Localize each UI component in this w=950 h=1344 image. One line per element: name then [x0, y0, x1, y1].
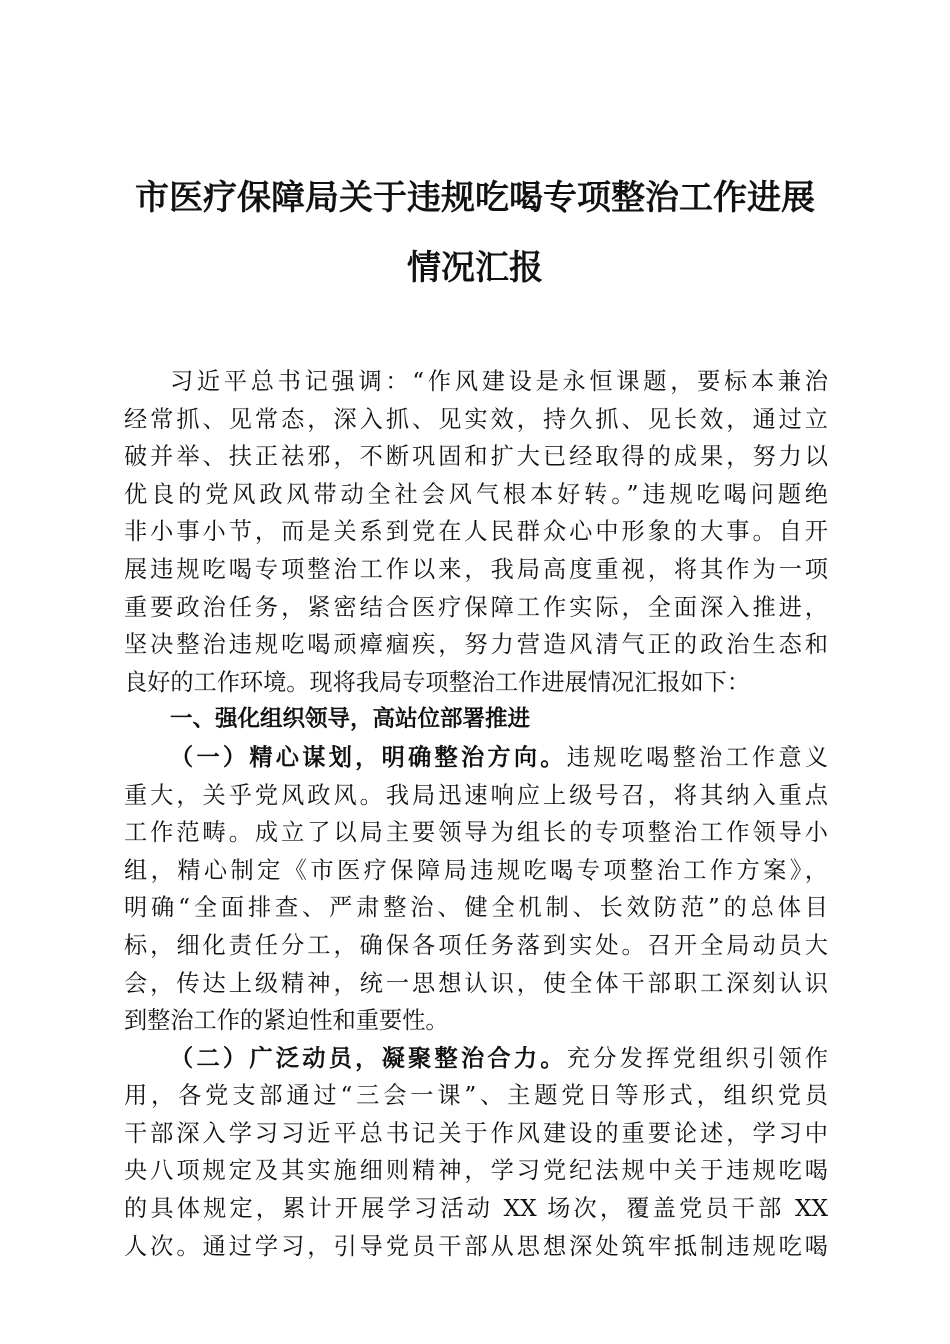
intro-line: 习近平总书记强调：“作风建设是永恒课题，要标本兼治	[170, 368, 828, 395]
intro-line: 非小事小节，而是关系到党在人民群众心中形象的大事。自开	[124, 518, 828, 546]
intro-line: 经常抓、见常态，深入抓、见实效，持久抓、见长效，通过立	[124, 405, 828, 433]
intro-line: 坚决整治违规吃喝顽瘴痼疾，努力营造风清气正的政治生态和	[124, 631, 828, 659]
document-title-line-2: 情况汇报	[407, 248, 543, 288]
subsection-2-line: 的具体规定，累计开展学习活动 XX 场次，覆盖党员干部 XX	[124, 1195, 828, 1223]
subsection-2-first-line	[124, 1040, 828, 1078]
subsection-1-line: 会，传达上级精神，统一思想认识，使全体干部职工深刻认识	[124, 969, 828, 997]
subsection-2-line: 人次。通过学习，引导党员干部从思想深处筑牢抵制违规吃喝	[124, 1232, 828, 1260]
subsection-1-first-line	[124, 739, 828, 777]
intro-line: 展违规吃喝专项整治工作以来，我局高度重视，将其作为一项	[124, 555, 828, 583]
section-1-heading: 一、强化组织领导，高站位部署推进	[170, 706, 531, 733]
subsection-1-line: 明确“全面排查、严肃整治、健全机制、长效防范”的总体目	[124, 894, 828, 922]
subsection-1-line: 组，精心制定《市医疗保障局违规吃喝专项整治工作方案》，	[124, 856, 828, 884]
subsection-1-first-text: 违规吃喝整治工作意义	[566, 743, 829, 771]
subsection-2-line: 干部深入学习习近平总书记关于作风建设的重要论述，学习中	[124, 1119, 828, 1147]
subsection-2-line: 用，各党支部通过“三会一课”、主题党日等形式，组织党员	[124, 1082, 828, 1110]
subsection-1-line: 到整治工作的紧迫性和重要性。	[124, 1007, 449, 1035]
subsection-1-line: 重大，关乎党风政风。我局迅速响应上级号召，将其纳入重点	[124, 781, 828, 809]
subsection-2-heading: （二）广泛动员，凝聚整治合力。	[170, 1044, 567, 1072]
intro-line: 破并举、扶正祛邪，不断巩固和扩大已经取得的成果，努力以	[124, 443, 828, 471]
intro-line: 良好的工作环境。现将我局专项整治工作进展情况汇报如下：	[124, 668, 751, 696]
document-title-line-1: 市医疗保障局关于违规吃喝专项整治工作进展	[135, 178, 815, 218]
document-body	[124, 363, 828, 1265]
subsection-1-heading: （一）精心谋划，明确整治方向。	[170, 743, 567, 771]
subsection-1-line: 标，细化责任分工，确保各项任务落到实处。召开全局动员大	[124, 931, 828, 959]
subsection-2-line: 央八项规定及其实施细则精神，学习党纪法规中关于违规吃喝	[124, 1157, 828, 1185]
intro-line: 优良的党风政风带动全社会风气根本好转。”违规吃喝问题绝	[124, 480, 828, 508]
subsection-2-first-text: 充分发挥党组织引领作	[566, 1044, 829, 1072]
intro-line: 重要政治任务，紧密结合医疗保障工作实际，全面深入推进，	[124, 593, 828, 621]
subsection-1-line: 工作范畴。成立了以局主要领导为组长的专项整治工作领导小	[124, 819, 828, 847]
